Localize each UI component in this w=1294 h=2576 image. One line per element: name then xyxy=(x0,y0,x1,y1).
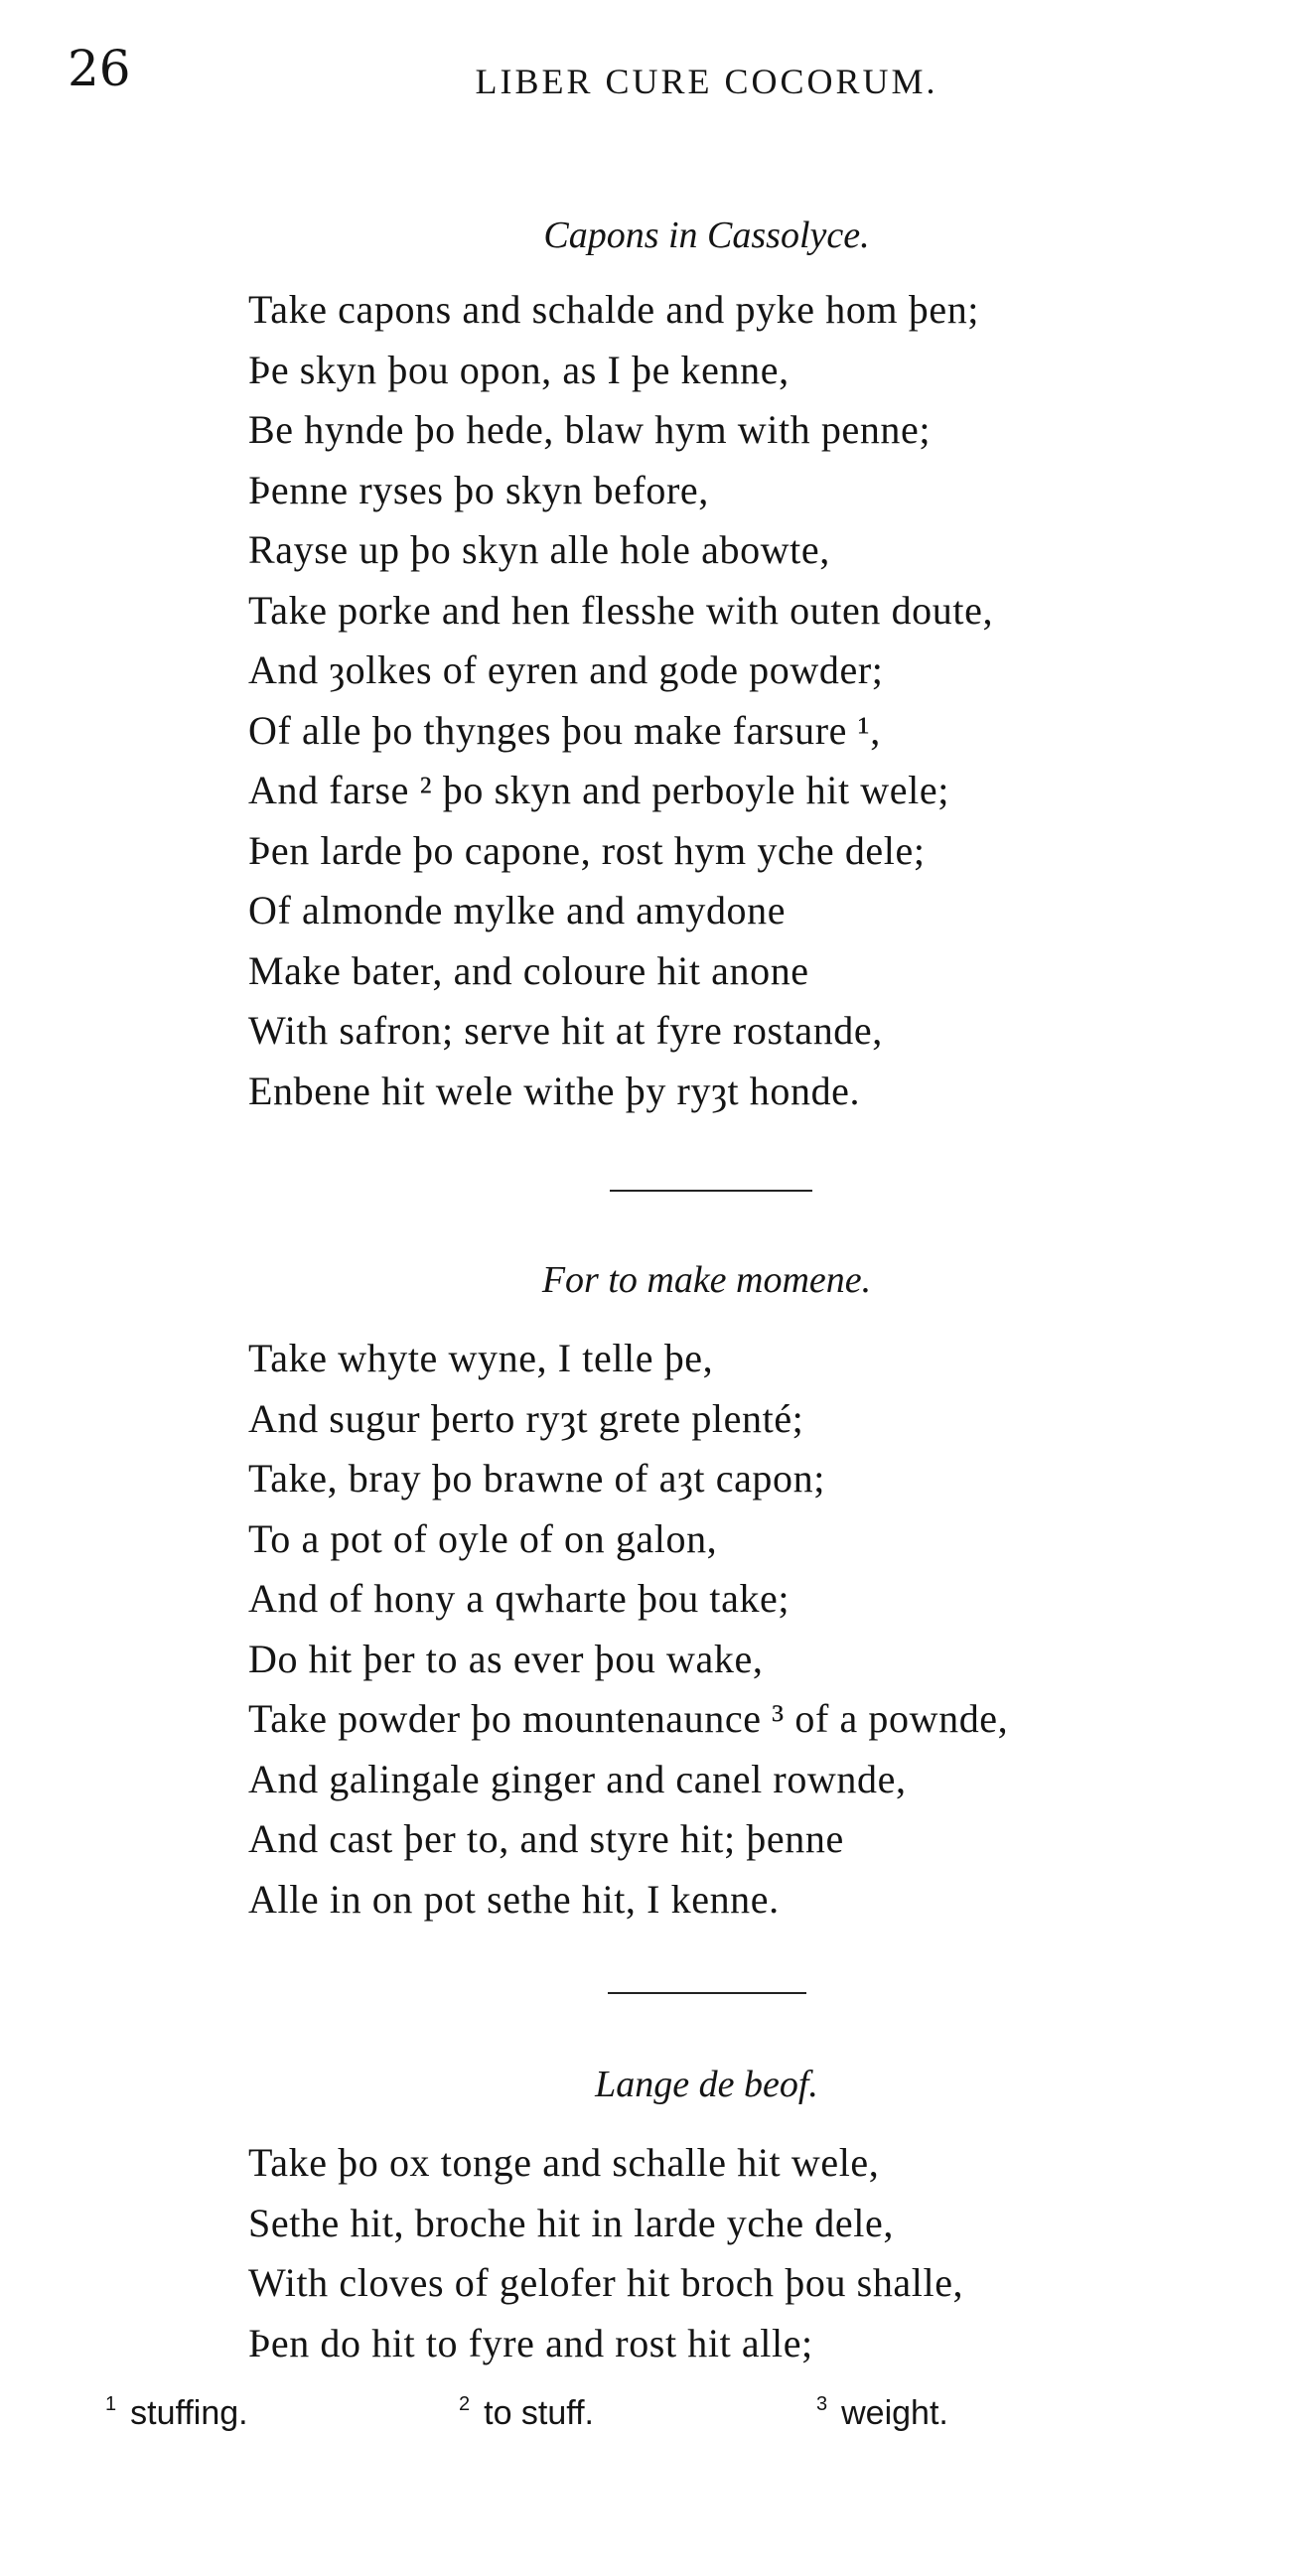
verse-line: Take powder þo mountenaunce ³ of a pownde, xyxy=(248,1696,1009,1741)
verse-line: And galingale ginger and canel rownde, xyxy=(248,1756,907,1801)
verse-line: With safron; serve hit at fyre rostande, xyxy=(248,1008,883,1053)
recipe-verses xyxy=(248,2133,963,2373)
verse-line: And farse ² þo skyn and perboyle hit wele; xyxy=(248,768,949,812)
footnote-marker: 1 xyxy=(105,2393,117,2415)
recipe-lange-de-beof xyxy=(0,2066,1294,2103)
verse-line: Rayse up þo skyn alle hole abowte, xyxy=(248,527,830,572)
verse-line: Take, bray þo brawne of aȝt capon; xyxy=(248,1456,825,1501)
verse-line: Þen do hit to fyre and rost hit alle; xyxy=(248,2320,813,2365)
footnote-text: to stuff. xyxy=(484,2394,595,2432)
verse-line: And of hony a qwharte þou take; xyxy=(248,1576,791,1621)
verse-line: And sugur þerto ryȝt grete plenté; xyxy=(248,1395,804,1441)
footnotes xyxy=(0,2393,1294,2453)
recipe-verses xyxy=(248,280,993,1121)
section-divider xyxy=(610,1190,812,1192)
verse-line: And ȝolkes of eyren and gode powder; xyxy=(248,647,884,692)
footnote-marker: 3 xyxy=(816,2393,828,2415)
verse-line: Be hynde þo hede, blaw hym with penne; xyxy=(248,407,932,452)
verse-line: Take whyte wyne, I telle þe, xyxy=(248,1336,714,1380)
verse-line: Make bater, and coloure hit anone xyxy=(248,947,809,993)
verse-line: To a pot of oyle of on galon, xyxy=(248,1515,718,1561)
recipe-verses xyxy=(248,1329,1008,1930)
recipe-for-to-make-momene xyxy=(0,1261,1294,1299)
running-title: LIBER CURE COCORUM. xyxy=(475,62,938,101)
recipe-title: Capons in Cassolyce. xyxy=(543,215,870,256)
recipe-title: For to make momene. xyxy=(541,1259,872,1301)
verse-line: And cast þer to, and styre hit; þenne xyxy=(248,1816,844,1861)
verse-line: Þenne ryses þo skyn before, xyxy=(248,467,709,512)
verse-line: Do hit þer to as ever þou wake, xyxy=(248,1636,764,1681)
verse-line: Þen larde þo capone, rost hym yche dele; xyxy=(248,827,926,873)
page-number: 26 xyxy=(68,40,131,97)
verse-line: Of almonde mylke and amydone xyxy=(248,888,787,932)
recipe-title: Lange de beof. xyxy=(595,2064,818,2105)
footnote xyxy=(105,2393,248,2433)
footnote-text: stuffing. xyxy=(130,2394,248,2432)
verse-line: Take þo ox tonge and schalle hit wele, xyxy=(248,2140,880,2185)
verse-line: With cloves of gelofer hit broch þou shalle, xyxy=(248,2260,964,2305)
verse-line: Enbene hit wele withe þy ryȝt honde. xyxy=(248,1068,861,1113)
verse-line: Take capons and schalde and pyke hom þen; xyxy=(248,287,980,332)
recipe-capons-in-cassolyce xyxy=(0,216,1294,254)
footnote-marker: 2 xyxy=(459,2393,471,2415)
verse-line: Of alle þo thynges þou make farsure ¹, xyxy=(248,707,881,753)
verse-line: Sethe hit, broche hit in larde yche dele, xyxy=(248,2200,894,2245)
footnote xyxy=(816,2393,948,2433)
verse-line: Alle in on pot sethe hit, I kenne. xyxy=(248,1876,780,1922)
footnote-text: weight. xyxy=(841,2394,948,2432)
footnote xyxy=(459,2393,594,2433)
verse-line: Take porke and hen flesshe with outen doute, xyxy=(248,587,994,633)
verse-line: Þe skyn þou opon, as I þe kenne, xyxy=(248,347,790,392)
section-divider xyxy=(608,1992,806,1994)
